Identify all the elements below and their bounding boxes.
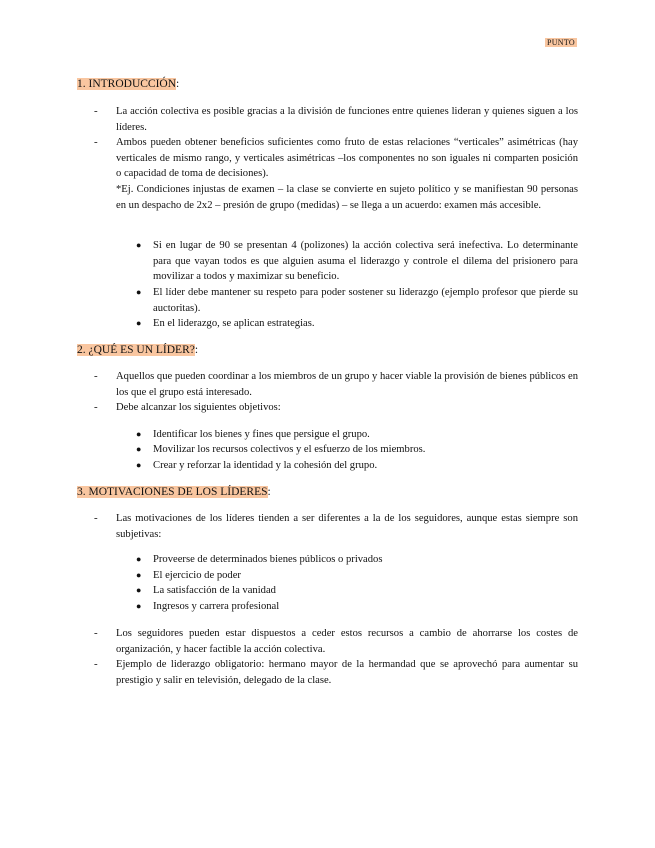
bullet-marker: ● <box>136 429 142 439</box>
dash-marker: - <box>94 627 98 639</box>
dash-marker: - <box>94 370 98 382</box>
bullet-marker: ● <box>136 318 142 328</box>
paragraph: Los seguidores pueden estar dispuestos a ceder estos recursos a cambio de ahorrarse los costes de organización, y hacer factible la acción colectiva. <box>116 628 578 655</box>
bullet-marker: ● <box>136 554 142 564</box>
section-title: 1. INTRODUCCIÓN <box>77 78 177 90</box>
paragraph: Ejemplo de liderazgo obligatorio: hermano mayor de la hermandad que se aprovechó para aumentar su prestigio y salir en televisión, delegado de la clase. <box>116 659 578 686</box>
paragraph: Las motivaciones de los líderes tienden a ser diferentes a la de los seguidores, aunque estas siempre son subjetivas: <box>116 513 578 540</box>
bullet-marker: ● <box>136 460 142 470</box>
section-heading-introduccion: 1. INTRODUCCIÓN: <box>77 78 180 90</box>
bullet-item: Ingresos y carrera profesional <box>153 601 280 612</box>
bullet-marker: ● <box>136 585 142 595</box>
section-heading-motivaciones: 3. MOTIVACIONES DE LOS LÍDERES: <box>77 486 271 498</box>
bullet-marker: ● <box>136 444 142 454</box>
bullet-item: Si en lugar de 90 se presentan 4 (polizones) la acción colectiva será inefectiva. Lo determinante para que vayan todos es que alguien asuma el liderazgo y controle el dilema del prisionero para movilizar a todos y maximizar su beneficio. <box>153 240 578 282</box>
dash-marker: - <box>94 105 98 117</box>
bullet-marker: ● <box>136 287 142 297</box>
paragraph: Ambos pueden obtener beneficios suficientes como fruto de estas relaciones “verticales” asimétricas (hay verticales de mismo rango, y verticales asimétricas –los componentes no son iguales ni comparten posición o capacidad de toma de decisiones). <box>116 137 578 179</box>
dash-marker: - <box>94 136 98 148</box>
dash-marker: - <box>94 658 98 670</box>
section-title: 2. ¿QUÉ ES UN LÍDER? <box>77 344 195 356</box>
bullet-item: El ejercicio de poder <box>153 570 241 581</box>
dash-marker: - <box>94 512 98 524</box>
paragraph-example: *Ej. Condiciones injustas de examen – la clase se convierte en sujeto político y se manifiestan 90 personas en un despacho de 2x2 – presión de grupo (medidas) – se llega a un acuerdo: examen más accesible. <box>116 184 578 211</box>
section-title: 3. MOTIVACIONES DE LOS LÍDERES <box>77 486 268 498</box>
paragraph: Aquellos que pueden coordinar a los miembros de un grupo y hacer viable la provisión de bienes públicos en los que el grupo está interesado. <box>116 371 578 398</box>
header-tag: PUNTO <box>546 38 575 47</box>
bullet-item: Crear y reforzar la identidad y la cohesión del grupo. <box>153 460 378 471</box>
bullet-item: El líder debe mantener su respeto para poder sostener su liderazgo (ejemplo profesor que pierde su auctoritas). <box>153 287 578 314</box>
dash-marker: - <box>94 401 98 413</box>
bullet-item: Identificar los bienes y fines que persigue el grupo. <box>153 429 370 440</box>
bullet-item: Proveerse de determinados bienes públicos o privados <box>153 554 383 565</box>
bullet-item: En el liderazgo, se aplican estrategias. <box>153 318 315 329</box>
paragraph: La acción colectiva es posible gracias a la división de funciones entre quienes lideran y quienes siguen a los líderes. <box>116 106 578 133</box>
bullet-marker: ● <box>136 570 142 580</box>
section-heading-que-es-un-lider: 2. ¿QUÉ ES UN LÍDER?: <box>77 344 199 356</box>
paragraph: Debe alcanzar los siguientes objetivos: <box>116 402 281 413</box>
bullet-item: Movilizar los recursos colectivos y el esfuerzo de los miembros. <box>153 444 426 455</box>
bullet-marker: ● <box>136 601 142 611</box>
bullet-item: La satisfacción de la vanidad <box>153 585 276 596</box>
bullet-marker: ● <box>136 240 142 250</box>
